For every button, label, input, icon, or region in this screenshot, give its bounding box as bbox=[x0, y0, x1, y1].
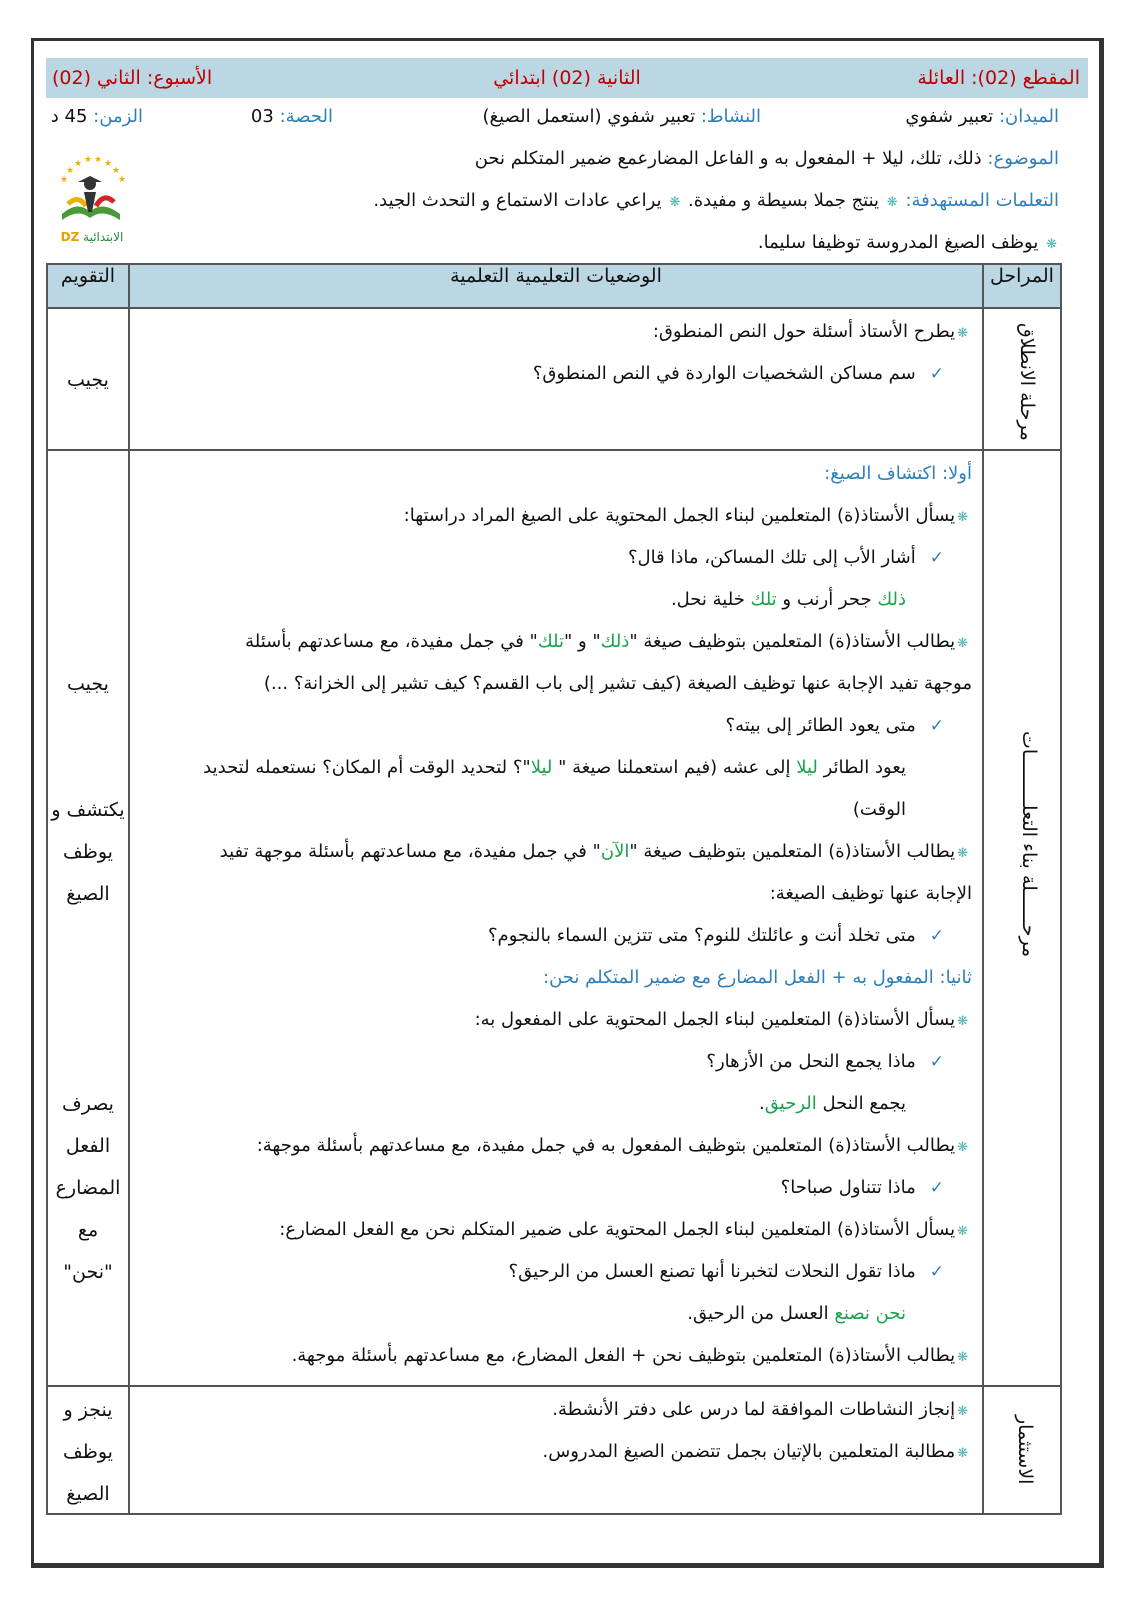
logo-text: الابتدائية bbox=[83, 230, 124, 244]
lesson-table bbox=[46, 263, 1062, 1515]
build-line: أشار الأب إلى تلك المساكن، ماذا قال؟ bbox=[627, 547, 916, 568]
invest-eval: الصيغ bbox=[66, 1483, 110, 1505]
table-header-row bbox=[47, 264, 1061, 308]
logo-mark: DZ bbox=[60, 230, 80, 244]
build-word: جحر أرنب و bbox=[776, 589, 878, 610]
svg-text:★: ★ bbox=[94, 155, 103, 165]
svg-text:★: ★ bbox=[84, 155, 93, 165]
launch-stage: مرحلة الانطلاق bbox=[1016, 323, 1038, 441]
check-icon: ✓ bbox=[929, 926, 944, 946]
build-stage: مرحــــــلة بناء التعلـــــــــات bbox=[1018, 731, 1040, 958]
level-title: الثانية (02) ابتدائي bbox=[493, 67, 641, 89]
target-1: ينتج جملا بسيطة و مفيدة. bbox=[688, 190, 880, 211]
target-2: يراعي عادات الاستماع و التحدث الجيد. bbox=[373, 190, 662, 211]
build-row bbox=[47, 450, 1061, 1386]
session-label: الحصة: bbox=[279, 106, 333, 127]
check-icon: ✓ bbox=[929, 1052, 944, 1072]
bullet-icon: ❋ bbox=[957, 326, 968, 341]
list-item bbox=[404, 505, 970, 526]
build-line: يطالب الأستاذ(ة) المتعلمين بتوظيف المفعول به في جمل مفيدة، مع مساعدتهم بأسئلة موجهة: bbox=[256, 1135, 956, 1156]
invest-eval: يوظف bbox=[63, 1441, 113, 1463]
col-stages: المراحل bbox=[983, 264, 1061, 308]
launch-eval-cell bbox=[47, 308, 129, 450]
svg-text:★: ★ bbox=[112, 166, 121, 176]
list-item bbox=[653, 321, 970, 342]
check-icon: ✓ bbox=[929, 1178, 944, 1198]
build-eval: يكتشف و bbox=[51, 799, 125, 821]
launch-row bbox=[47, 308, 1061, 450]
topic-value: ذلك، تلك، ليلا + المفعول به و الفاعل المضارعمع ضمير المتكلم نحن bbox=[474, 148, 982, 169]
build-line: ماذا تقول النحلات لتخبرنا أنها تصنع العسل من الرحيق؟ bbox=[508, 1261, 916, 1282]
bullet-icon: ❋ bbox=[957, 1014, 968, 1029]
school-logo bbox=[48, 152, 134, 248]
bullet-icon: ❋ bbox=[957, 510, 968, 525]
activity-row bbox=[482, 106, 761, 127]
bullet-icon: ❋ bbox=[957, 1224, 968, 1239]
bullet-icon: ❋ bbox=[957, 636, 968, 651]
targets-row bbox=[373, 190, 1059, 211]
list-item bbox=[726, 715, 944, 736]
section-heading-1: أولا: اكتشاف الصيغ: bbox=[824, 463, 972, 484]
build-word: نحن نصنع bbox=[834, 1303, 906, 1324]
list-item bbox=[509, 1261, 944, 1282]
segment-title: المقطع (02): العائلة bbox=[917, 67, 1080, 89]
session-row bbox=[251, 106, 333, 127]
target-3-row bbox=[758, 232, 1059, 253]
build-word: الآن bbox=[600, 841, 630, 862]
bullet-icon: ❋ bbox=[886, 195, 898, 210]
launch-content bbox=[129, 308, 983, 450]
build-word: تلك bbox=[750, 589, 777, 610]
session-value: 03 bbox=[250, 106, 274, 127]
build-word: يطالب الأستاذ(ة) المتعلمين بتوظيف صيغة " bbox=[629, 631, 956, 652]
list-item bbox=[543, 1441, 970, 1462]
build-eval: يجيب bbox=[67, 673, 109, 695]
invest-row bbox=[47, 1386, 1061, 1514]
build-eval: المضارع bbox=[55, 1177, 121, 1199]
list-item bbox=[671, 589, 906, 610]
build-word: "؟ لتحديد الوقت أم المكان؟ نستعمله لتحديد bbox=[203, 757, 531, 778]
check-icon: ✓ bbox=[929, 716, 944, 736]
targets-label: التعلمات المستهدفة: bbox=[905, 190, 1059, 211]
check-icon: ✓ bbox=[929, 364, 944, 384]
build-word: ذلك bbox=[600, 631, 630, 652]
bullet-icon: ❋ bbox=[957, 1350, 968, 1365]
launch-line-2: سم مساكن الشخصيات الواردة في النص المنطوق؟ bbox=[532, 363, 916, 384]
build-line: ماذا يجمع النحل من الأزهار؟ bbox=[706, 1051, 916, 1072]
check-icon: ✓ bbox=[929, 548, 944, 568]
launch-eval: يجيب bbox=[67, 369, 109, 391]
build-word: يعود الطائر bbox=[817, 757, 906, 778]
list-item bbox=[203, 757, 906, 778]
build-word: إلى عشه (فيم استعملنا صيغة " bbox=[552, 757, 797, 778]
bullet-icon: ❋ bbox=[957, 846, 968, 861]
bullet-icon: ❋ bbox=[669, 195, 681, 210]
build-word: خلية نحل. bbox=[670, 589, 751, 610]
build-eval: الفعل bbox=[65, 1135, 111, 1157]
target-3: يوظف الصيغ المدروسة توظيفا سليما. bbox=[757, 232, 1039, 253]
list-item bbox=[475, 1009, 970, 1030]
bullet-icon: ❋ bbox=[957, 1404, 968, 1419]
build-word: " و " bbox=[563, 631, 601, 652]
build-line: الوقت) bbox=[852, 799, 906, 820]
build-line: يسأل الأستاذ(ة) المتعلمين لبناء الجمل المحتوية على الصيغ المراد دراستها: bbox=[403, 505, 956, 526]
field-row bbox=[905, 106, 1059, 127]
build-word: يجمع النحل bbox=[816, 1093, 906, 1114]
build-word: " في جمل مفيدة، مع مساعدتهم بأسئلة موجهة تفيد bbox=[219, 841, 601, 862]
week-title: الأسبوع: الثاني (02) bbox=[52, 67, 213, 89]
build-eval: يصرف bbox=[62, 1093, 114, 1115]
launch-stage-cell bbox=[983, 308, 1061, 450]
build-word: الرحيق bbox=[764, 1093, 817, 1114]
field-value: تعبير شفوي bbox=[905, 106, 994, 127]
invest-stage: الاستثمار bbox=[1014, 1415, 1036, 1485]
build-line: يطالب الأستاذ(ة) المتعلمين بتوظيف نحن + الفعل المضارع، مع مساعدتهم بأسئلة موجهة. bbox=[291, 1345, 956, 1366]
time-row bbox=[51, 106, 143, 127]
activity-value: تعبير شفوي (استعمل الصيغ) bbox=[482, 106, 696, 127]
list-item bbox=[257, 1135, 970, 1156]
topic-row bbox=[475, 148, 1059, 169]
bullet-icon: ❋ bbox=[957, 1446, 968, 1461]
build-line: الإجابة عنها توظيف الصيغة: bbox=[769, 883, 972, 904]
list-item bbox=[759, 1093, 906, 1114]
list-item bbox=[220, 841, 970, 862]
invest-content bbox=[129, 1386, 983, 1514]
bullet-icon: ❋ bbox=[957, 1140, 968, 1155]
bullet-icon: ❋ bbox=[1046, 237, 1057, 252]
invest-stage-cell bbox=[983, 1386, 1061, 1514]
svg-text:★: ★ bbox=[104, 159, 113, 169]
list-item bbox=[770, 883, 972, 904]
build-stage-cell bbox=[983, 450, 1061, 1386]
topic-label: الموضوع: bbox=[987, 148, 1059, 169]
build-word: يطالب الأستاذ(ة) المتعلمين بتوظيف صيغة " bbox=[629, 841, 956, 862]
build-eval: الصيغ bbox=[66, 883, 110, 905]
list-item bbox=[781, 1177, 944, 1198]
check-icon: ✓ bbox=[929, 1262, 944, 1282]
build-eval-cell bbox=[47, 450, 129, 1386]
build-line: يسأل الأستاذ(ة) المتعلمين لبناء الجمل المحتوية على المفعول به: bbox=[474, 1009, 956, 1030]
invest-line: إنجاز النشاطات الموافقة لما درس على دفتر الأنشطة. bbox=[552, 1399, 956, 1420]
section-heading-2: ثانيا: المفعول به + الفعل المضارع مع ضمير المتكلم نحن: bbox=[543, 967, 972, 988]
list-item bbox=[687, 1303, 906, 1324]
activity-label: النشاط: bbox=[700, 106, 761, 127]
invest-line: مطالبة المتعلمين بالإتيان بجمل تتضمن الصيغ المدروس. bbox=[542, 1441, 956, 1462]
build-line: ماذا تتناول صباحا؟ bbox=[780, 1177, 916, 1198]
build-eval: "نحن" bbox=[63, 1261, 113, 1283]
logo-label bbox=[50, 230, 134, 244]
build-word: ليلا bbox=[796, 757, 818, 778]
field-label: الميدان: bbox=[998, 106, 1059, 127]
invest-eval-cell bbox=[47, 1386, 129, 1514]
list-item bbox=[245, 631, 970, 652]
build-word: ذلك bbox=[877, 589, 906, 610]
invest-eval: ينجز و bbox=[63, 1399, 113, 1421]
list-item bbox=[533, 363, 944, 384]
build-content bbox=[129, 450, 983, 1386]
col-situations: الوضعيات التعليمية التعلمية bbox=[129, 264, 983, 308]
build-eval: مع bbox=[77, 1219, 99, 1241]
svg-text:★: ★ bbox=[60, 175, 69, 185]
build-word: " في جمل مفيدة، مع مساعدتهم بأسئلة bbox=[245, 631, 538, 652]
svg-text:★: ★ bbox=[66, 166, 75, 176]
build-line: موجهة تفيد الإجابة عنها توظيف الصيغة (كيف تشير إلى باب القسم؟ كيف تشير إلى الخزانة؟ ...) bbox=[263, 673, 972, 694]
build-line: يسأل الأستاذ(ة) المتعلمين لبناء الجمل المحتوية على ضمير المتكلم نحن مع الفعل المضارع: bbox=[279, 1219, 956, 1240]
list-item bbox=[628, 547, 944, 568]
time-label: الزمن: bbox=[93, 106, 143, 127]
list-item bbox=[488, 925, 944, 946]
build-word: العسل من الرحيق. bbox=[687, 1303, 835, 1324]
list-item bbox=[264, 673, 972, 694]
list-item bbox=[552, 1399, 970, 1420]
list-item bbox=[706, 1051, 944, 1072]
build-word: تلك bbox=[537, 631, 564, 652]
build-line: متى تخلد أنت و عائلتك للنوم؟ متى تتزين السماء بالنجوم؟ bbox=[488, 925, 916, 946]
header-bar bbox=[46, 58, 1088, 98]
time-value: 45 د bbox=[50, 106, 88, 127]
build-eval: يوظف bbox=[63, 841, 113, 863]
list-item bbox=[853, 799, 906, 820]
list-item bbox=[292, 1345, 970, 1366]
build-word: . bbox=[759, 1093, 765, 1114]
launch-line-1: يطرح الأستاذ أسئلة حول النص المنطوق: bbox=[652, 321, 956, 342]
col-evaluation: التقويم bbox=[47, 264, 129, 308]
build-word: ليلا bbox=[530, 757, 553, 778]
list-item bbox=[279, 1219, 970, 1240]
svg-text:★: ★ bbox=[118, 175, 127, 185]
build-line: متى يعود الطائر إلى بيته؟ bbox=[725, 715, 916, 736]
svg-text:★: ★ bbox=[74, 159, 83, 169]
